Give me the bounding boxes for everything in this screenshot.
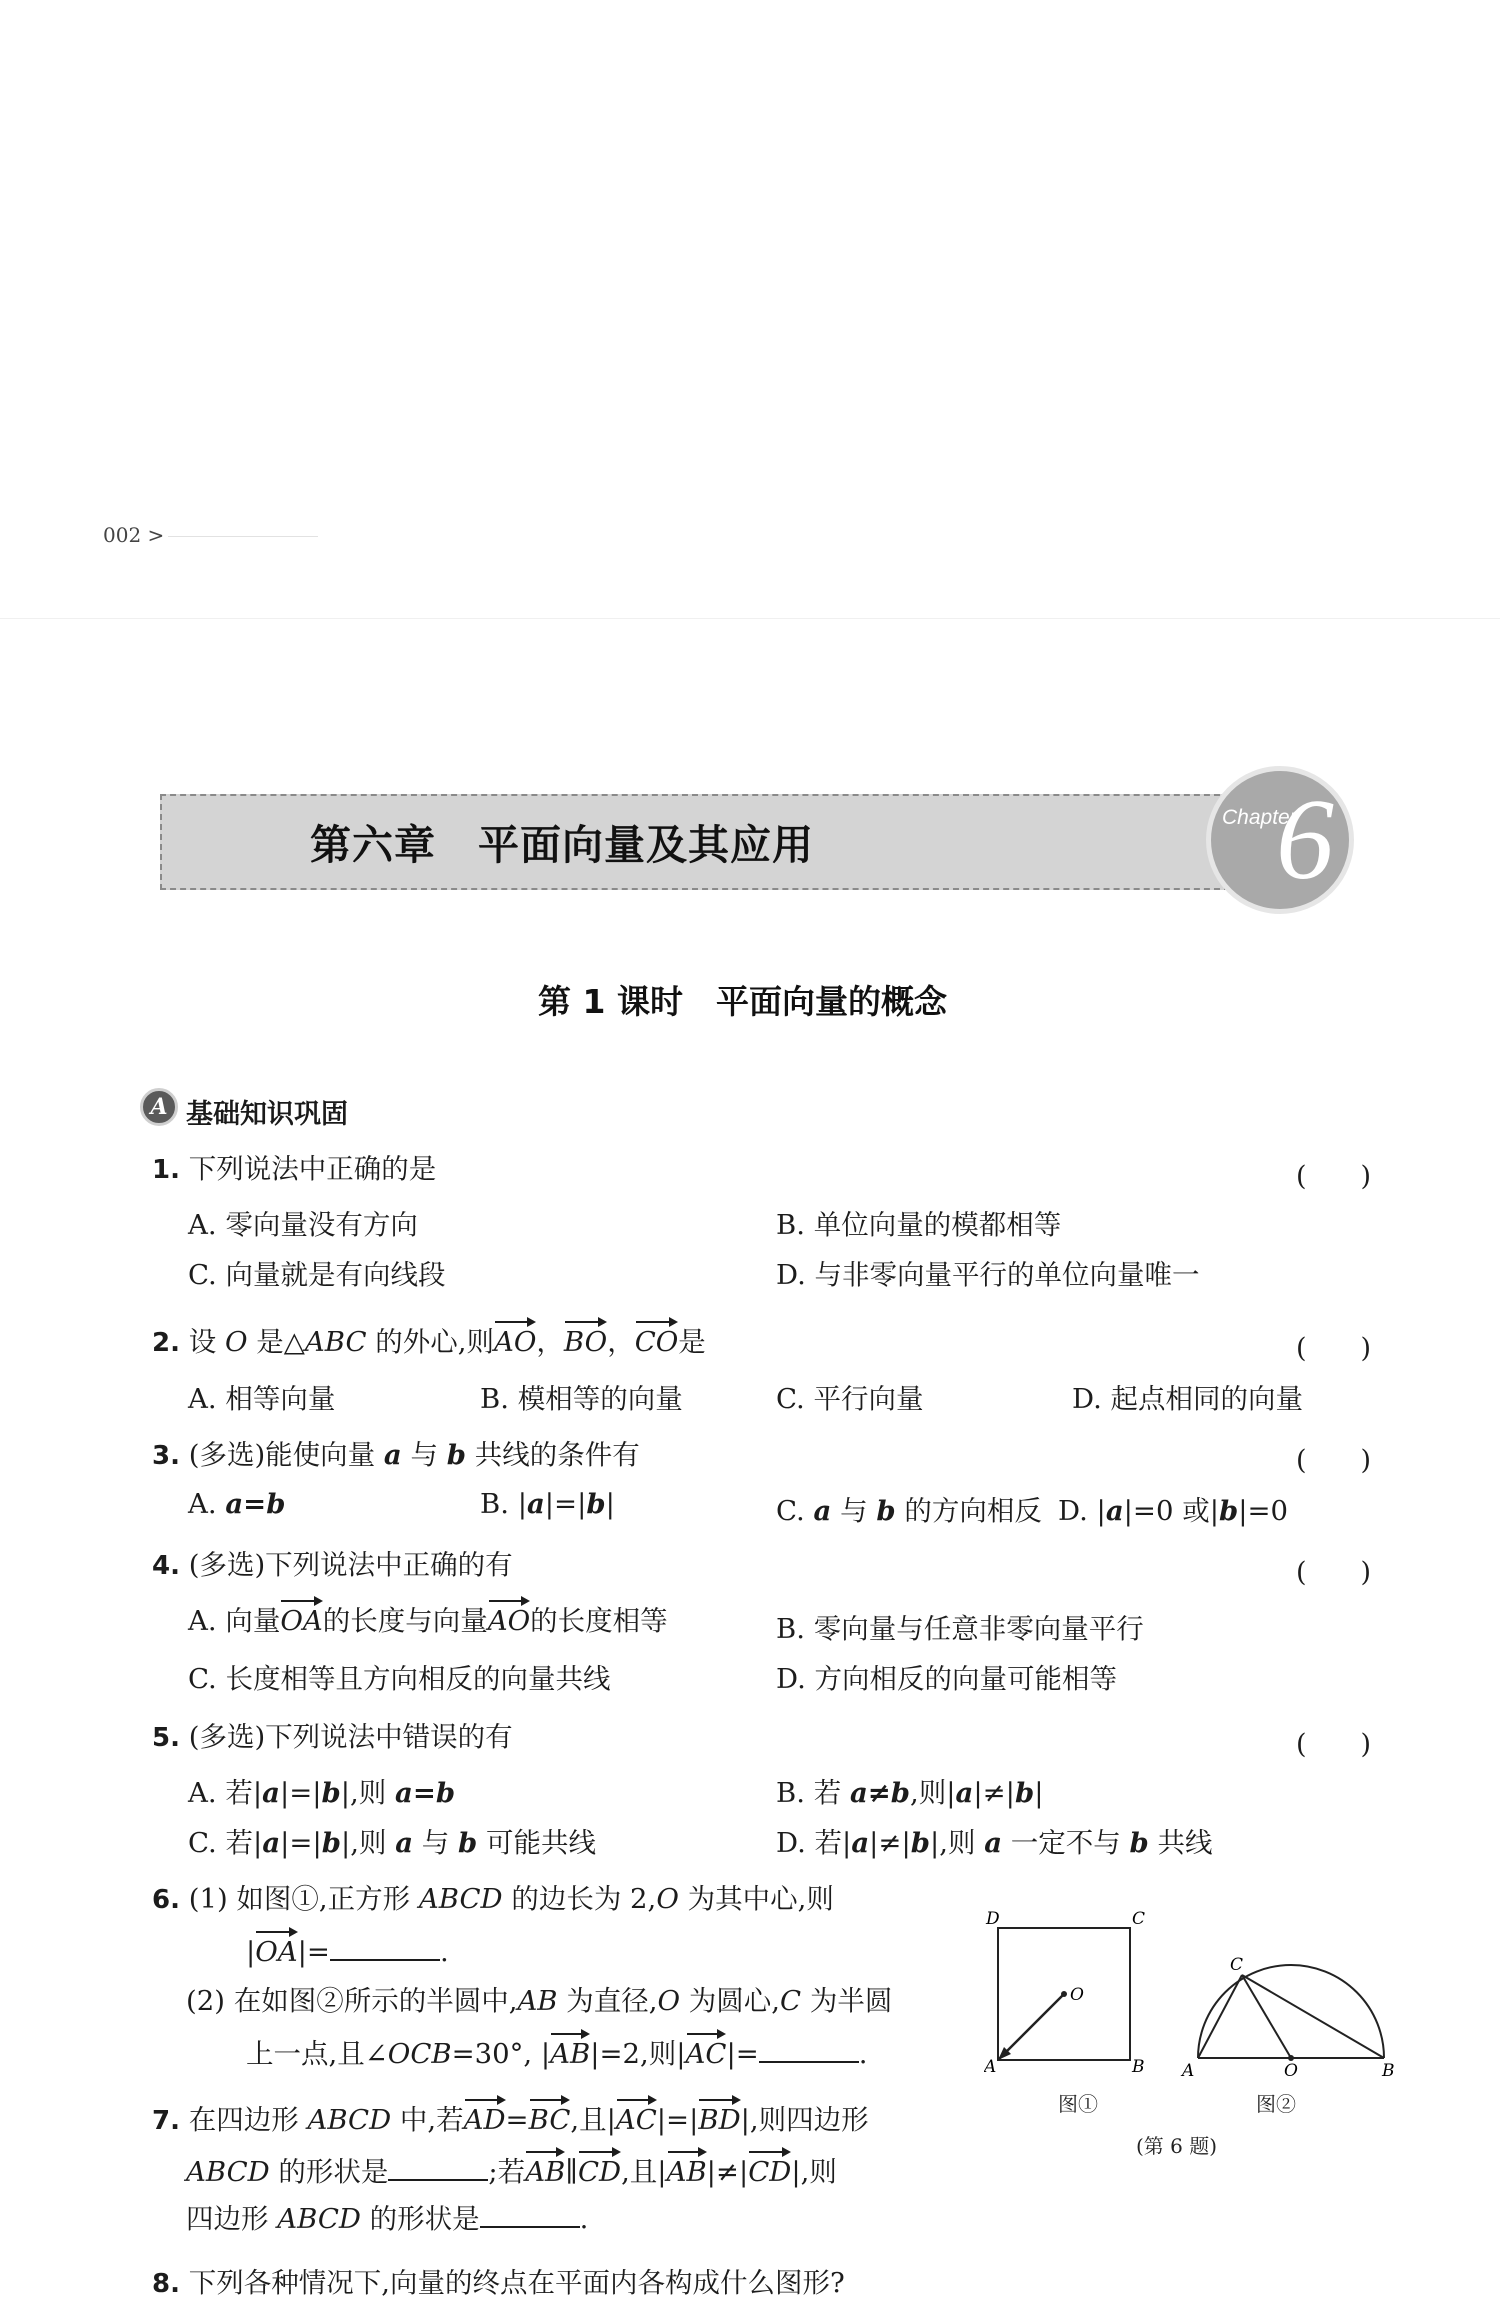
vector-b: b <box>1218 1495 1239 1527</box>
question-number: 8. <box>152 2269 180 2299</box>
q4-option-b: B. 零向量与任意非零向量平行 <box>776 1613 1144 1645</box>
text-fragment: 四边形 <box>186 2203 278 2235</box>
vector-a: a <box>955 1777 974 1809</box>
q2-option-a: A. 相等向量 <box>188 1383 336 1415</box>
text-fragment: 上一点,且∠ <box>246 2038 388 2070</box>
text-fragment: 的方向相反 <box>895 1495 1042 1527</box>
text-fragment: | <box>1034 1777 1044 1809</box>
vector-ao: AO <box>488 1599 530 1636</box>
q1-option-c: C. 向量就是有向线段 <box>188 1259 446 1291</box>
answer-parentheses: ( ) <box>1296 1333 1372 1364</box>
q1-option-a: A. 零向量没有方向 <box>188 1209 418 1241</box>
vector-b: b <box>446 1439 466 1471</box>
question-7-line-1 <box>152 2098 869 2139</box>
vector-co: CO <box>635 1320 679 1357</box>
text-fragment: 设 <box>188 1326 225 1358</box>
vector-a: a <box>262 1777 280 1809</box>
text-fragment: 与 <box>831 1495 877 1527</box>
vector-b: b <box>1129 1827 1149 1859</box>
math-abcd: ABCD <box>418 1883 503 1915</box>
math-expression: a≠b <box>849 1777 911 1809</box>
question-6-part-2-blank-line <box>246 2032 868 2073</box>
answer-blank[interactable] <box>480 2200 580 2228</box>
vector-b: b <box>910 1827 930 1859</box>
chapter-badge-number: 6 <box>1276 776 1334 904</box>
text-fragment: |≠| <box>706 2156 749 2188</box>
text-fragment: |≠| <box>869 1827 911 1859</box>
answer-parentheses: ( ) <box>1296 1729 1372 1760</box>
math-abcd: ABCD <box>186 2156 270 2188</box>
text-fragment: 的边长为 2, <box>502 1883 657 1915</box>
label-b: B <box>1382 2061 1395 2078</box>
vector-bc: BC <box>529 2098 571 2135</box>
text-fragment: |=0 <box>1238 1495 1289 1527</box>
text-fragment: C. <box>776 1495 814 1527</box>
text-fragment: (1) 如图①,正方形 <box>188 1883 419 1915</box>
question-text: 下列各种情况下,向量的终点在平面内各构成什么图形? <box>188 2267 845 2299</box>
text-fragment: |,则四边形 <box>740 2104 869 2136</box>
vector-ac: AC <box>686 2032 727 2069</box>
text-fragment: |=| <box>544 1488 587 1520</box>
text-fragment: |,则 <box>340 1827 396 1859</box>
text-fragment: D. 若| <box>776 1827 852 1859</box>
math-expression: a=b <box>395 1777 456 1809</box>
text-fragment: 为圆心, <box>680 1985 781 2017</box>
vector-ac: AC <box>616 2098 657 2135</box>
text-fragment: |=| <box>279 1777 322 1809</box>
math-o: O <box>656 1883 679 1915</box>
chapter-title: 第六章 平面向量及其应用 <box>310 821 814 869</box>
question-number: 7. <box>152 2106 180 2136</box>
figure-2-semicircle <box>1178 1948 1400 2078</box>
vector-a: a <box>813 1495 832 1527</box>
question-8-stem <box>152 2266 845 2302</box>
q4-option-a <box>188 1598 668 1638</box>
question-number: 2. <box>152 1328 180 1358</box>
text-fragment: |= <box>297 1936 330 1968</box>
text-fragment: A. 若| <box>188 1777 263 1809</box>
label-a: A <box>984 2057 997 2074</box>
text-fragment: A. 向量 <box>188 1605 281 1637</box>
figure-1-caption: 图① <box>1058 2092 1098 2116</box>
vector-b: b <box>586 1488 606 1520</box>
text-fragment: C. 若| <box>188 1827 263 1859</box>
text-fragment: ,且| <box>621 2156 667 2188</box>
text-fragment: ， <box>536 1326 564 1358</box>
vector-b: b <box>458 1827 478 1859</box>
vector-a: a <box>395 1827 414 1859</box>
text-fragment: 是△ <box>247 1326 305 1358</box>
figures-caption: (第 6 题) <box>1136 2134 1218 2158</box>
vector-ab: AB <box>667 2150 707 2187</box>
vector-ab: AB <box>525 2150 565 2187</box>
text-fragment: 与 <box>413 1827 459 1859</box>
label-d: D <box>986 1909 1000 1929</box>
q3-option-a <box>188 1488 285 1520</box>
text-fragment: 共线 <box>1148 1827 1213 1859</box>
text-fragment: 的长度与向量 <box>322 1605 488 1637</box>
question-7-line-2 <box>186 2150 837 2191</box>
text-fragment: (2) 在如图②所示的半圆中, <box>186 1985 518 2017</box>
text-fragment: | <box>246 1936 256 1968</box>
text-fragment: . <box>858 2038 868 2070</box>
text-fragment: 是 <box>678 1326 706 1358</box>
text-fragment: 中,若 <box>391 2104 464 2136</box>
question-number: 5. <box>152 1723 180 1753</box>
vector-oa: OA <box>255 1930 297 1967</box>
text-fragment: 为直径, <box>557 1985 658 2017</box>
answer-blank[interactable] <box>388 2153 488 2181</box>
text-fragment: |=2,则| <box>590 2038 686 2070</box>
q5-option-a <box>188 1770 455 1810</box>
label-b: B <box>1132 2057 1145 2074</box>
math-ab: AB <box>517 1985 558 2017</box>
vector-a: a <box>1105 1495 1124 1527</box>
vector-bd: BD <box>698 2098 740 2135</box>
question-number: 3. <box>152 1441 180 1471</box>
label-o: O <box>1070 1985 1084 2005</box>
q2-option-b: B. 模相等的向量 <box>480 1383 683 1415</box>
question-number: 6. <box>152 1885 180 1915</box>
text-fragment: 共线的条件有 <box>465 1439 640 1471</box>
text-fragment: | <box>605 1488 615 1520</box>
question-1-stem <box>152 1152 436 1188</box>
label-o: O <box>1284 2061 1298 2078</box>
question-5-stem <box>152 1720 513 1756</box>
page-number: 002 > <box>103 523 165 547</box>
text-fragment: 的长度相等 <box>530 1605 668 1637</box>
math-o: O <box>224 1326 248 1358</box>
text-fragment: |,则 <box>929 1827 985 1859</box>
vector-b: b <box>321 1777 341 1809</box>
q4-option-c: C. 长度相等且方向相反的向量共线 <box>188 1663 611 1695</box>
text-fragment: 一定不与 <box>1002 1827 1130 1859</box>
text-fragment: (多选)能使向量 <box>188 1439 384 1471</box>
text-fragment: B. | <box>480 1488 527 1520</box>
vector-cd: CD <box>578 2150 621 2187</box>
answer-blank[interactable] <box>759 2035 859 2063</box>
text-fragment: = <box>505 2104 529 2136</box>
text-fragment: A. <box>188 1488 226 1520</box>
math-abcd: ABCD <box>277 2203 361 2235</box>
question-text: 下列说法中正确的是 <box>188 1153 437 1185</box>
answer-parentheses: ( ) <box>1296 1445 1372 1476</box>
text-fragment: ∥ <box>565 2156 578 2188</box>
math-abcd: ABCD <box>307 2104 392 2136</box>
page-header-rule <box>168 536 318 537</box>
text-fragment: |≠| <box>973 1777 1015 1809</box>
question-text: (多选)下列说法中正确的有 <box>188 1549 513 1581</box>
question-6-part-1 <box>152 1882 834 1918</box>
text-fragment: ， <box>607 1326 635 1358</box>
vector-ao: AO <box>494 1320 536 1357</box>
text-fragment: ,且| <box>570 2104 616 2136</box>
answer-parentheses: ( ) <box>1296 1557 1372 1588</box>
label-c: C <box>1132 1909 1146 1929</box>
q4-option-d: D. 方向相反的向量可能相等 <box>776 1663 1118 1695</box>
vector-b: b <box>321 1827 341 1859</box>
vector-a: a <box>383 1439 402 1471</box>
vector-b: b <box>1014 1777 1035 1809</box>
question-7-line-3 <box>186 2200 588 2238</box>
q3-option-c <box>776 1488 1042 1528</box>
text-fragment: 在四边形 <box>188 2104 308 2136</box>
text-fragment: ,则| <box>910 1777 956 1809</box>
vector-a: a <box>262 1827 281 1859</box>
q3-option-d <box>1058 1488 1288 1528</box>
question-number: 1. <box>152 1155 180 1185</box>
question-number: 4. <box>152 1551 180 1581</box>
text-fragment: |,则 <box>791 2156 837 2188</box>
question-text: (多选)下列说法中错误的有 <box>188 1721 513 1753</box>
question-6-part-2 <box>186 1984 892 2020</box>
vector-ad: AD <box>464 2098 506 2135</box>
chapter-badge-word: Chapter <box>1222 806 1297 829</box>
q1-option-d: D. 与非零向量平行的单位向量唯一 <box>776 1259 1200 1291</box>
text-fragment: D. | <box>1058 1495 1106 1527</box>
q3-option-b <box>480 1488 615 1520</box>
figure-2-caption: 图② <box>1256 2092 1296 2116</box>
vector-b: b <box>876 1495 896 1527</box>
q1-option-b: B. 单位向量的模都相等 <box>776 1209 1062 1241</box>
figure-1-square <box>984 1902 1164 2074</box>
text-fragment: 为其中心,则 <box>678 1883 834 1915</box>
text-fragment: . <box>579 2203 589 2235</box>
math-o: O <box>657 1985 681 2017</box>
text-fragment: 与 <box>401 1439 447 1471</box>
text-fragment: |=0 或| <box>1123 1495 1219 1527</box>
vector-cd: CD <box>748 2150 791 2187</box>
q2-option-c: C. 平行向量 <box>776 1383 924 1415</box>
text-fragment: |= <box>726 2038 759 2070</box>
text-fragment: B. 若 <box>776 1777 850 1809</box>
text-fragment: 的形状是 <box>269 2156 389 2188</box>
answer-parentheses: ( ) <box>1296 1161 1372 1192</box>
vector-ab: AB <box>550 2032 590 2069</box>
text-fragment: . <box>439 1936 449 1968</box>
text-fragment: 为半圆 <box>801 1985 893 2017</box>
text-fragment: =30°, | <box>451 2038 551 2070</box>
text-fragment: |=| <box>656 2104 699 2136</box>
question-6-part-1-blank-line <box>246 1930 449 1971</box>
text-fragment: |=| <box>280 1827 322 1859</box>
text-fragment: ;若 <box>488 2156 526 2188</box>
label-a: A <box>1182 2061 1195 2078</box>
question-3-stem <box>152 1438 640 1474</box>
vector-a: a <box>526 1488 545 1520</box>
section-label: 基础知识巩固 <box>186 1099 348 1130</box>
vector-oa: OA <box>280 1599 322 1636</box>
text-fragment: 可能共线 <box>477 1827 596 1859</box>
q5-option-d <box>776 1820 1213 1860</box>
q5-option-b <box>776 1770 1043 1810</box>
vector-a: a <box>984 1827 1003 1859</box>
text-fragment: 的外心,则 <box>366 1326 495 1358</box>
section-a-icon: A <box>140 1088 178 1126</box>
text-fragment: 的形状是 <box>360 2203 480 2235</box>
vector-bo: BO <box>564 1320 607 1357</box>
text-fragment: |,则 <box>340 1777 395 1809</box>
lesson-title: 第 1 课时 平面向量的概念 <box>538 982 947 1021</box>
question-4-stem <box>152 1548 513 1584</box>
math-c: C <box>780 1985 802 2017</box>
math-expression: a=b <box>225 1488 286 1520</box>
q2-option-d: D. 起点相同的向量 <box>1072 1383 1304 1415</box>
answer-blank[interactable] <box>330 1933 440 1961</box>
page-separator <box>0 618 1500 619</box>
vector-a: a <box>851 1827 870 1859</box>
q5-option-c <box>188 1820 596 1860</box>
math-ocb: OCB <box>387 2038 452 2070</box>
question-2-stem <box>152 1320 706 1361</box>
label-c: C <box>1230 1955 1244 1975</box>
math-abc: ABC <box>304 1326 367 1358</box>
